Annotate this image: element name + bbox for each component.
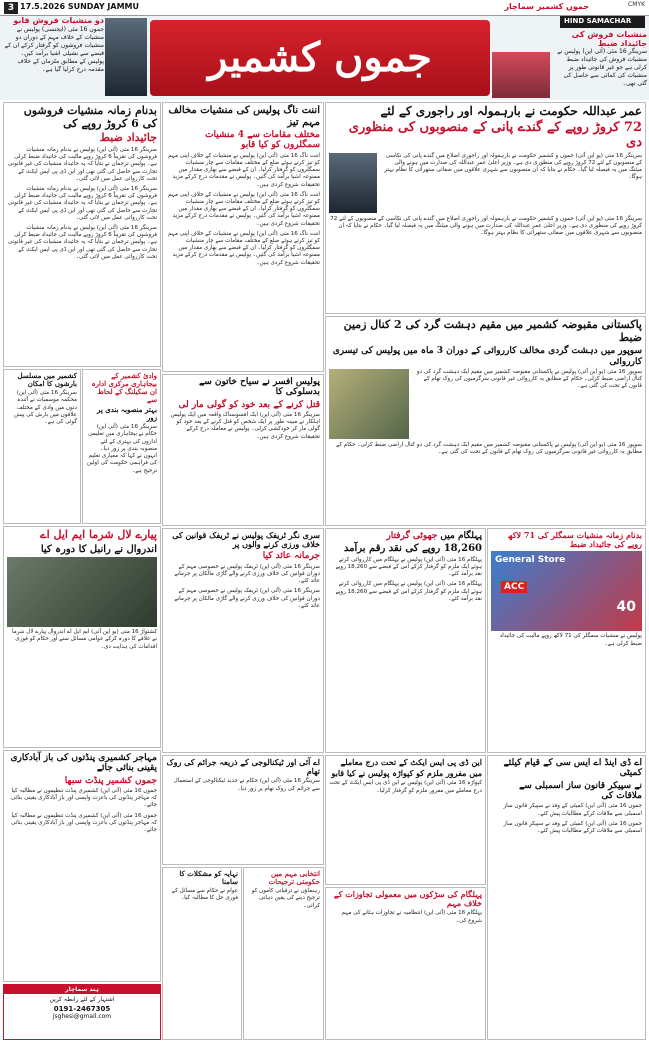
story-mla (3, 526, 161, 748)
story-body: پہلگام 16 مئی (آئی این) انتظامیہ نے تجاوزات ہٹانے کی مہم شروع کی۔ (341, 910, 482, 924)
advertisement (3, 984, 161, 1040)
story-omar-govt (325, 102, 646, 314)
woman-photo (492, 52, 550, 98)
omar-photo (329, 153, 377, 213)
story-encroachment (325, 887, 486, 1040)
story-difficulties (162, 867, 242, 1040)
story-subheadline: جرمانہ عائد کیا (262, 551, 320, 562)
story-headline: پاکستانی مقبوضہ کشمیر میں مقیم دہشت گرد کی 2 کنال زمین ضبط (343, 318, 642, 344)
story-headline: کشمیر میں مسلسل بارشوں کا امکان (17, 371, 77, 389)
store-number: 40 (616, 599, 636, 616)
story-headline: اے ڈی اینڈ اے ایس سی کے قیام کیلئے کمیٹی (503, 758, 642, 779)
story-ndps (325, 755, 486, 885)
story-headline: پہلگام میں (440, 531, 482, 541)
brand-tag: HIND SAMACHAR (560, 16, 645, 28)
story-anantnag (162, 102, 324, 372)
story-body-cont: سرینگر 16 مئی (آئی این) پولیس نے بدنام زمانہ منشیات فروشوں کی تقریباً 6 کروڑ روپے مالیت کی جائیداد ضبط کرلی ہے۔ پولیس ترجمان نے بتایا کہ یہ جائیداد منشیات کی غیر قانونی تجارت سے حاصل کی گئی تھی اور این ڈی پی ایس ایکٹ کے تحت کارروائی عمل میں لائی گئی۔ (7, 185, 157, 221)
person-photo (105, 18, 147, 96)
story-headline: نہایہ کو مشکلات کا سامنا (179, 869, 238, 887)
masthead-right-text: سرینگر 16 مئی (آئی این) پولیس نے منشیات فروش کی جائیداد ضبط کرلی ہے جو غیر قانونی طور پر منشیات کی کمائی سے حاصل کی گئی تھی۔ (557, 48, 647, 87)
story-headline: اننت ناگ پولیس کی منشیات مخالف مہم تیز (168, 105, 320, 128)
story-subheadline: بہتر منصوبہ بندی پر زور (97, 405, 157, 423)
story-weather (3, 369, 81, 524)
story-subheadline: میں مفرور ملزم کو کپواڑہ پولیس نے کیا قابو (331, 768, 482, 779)
story-headline: بدنام زمانہ منشیات سمگلر کی 71 لاکھ روپے کی جائیداد ضبط (507, 530, 642, 550)
story-subheadline: مختلف مقامات سے 4 منشیات سمگلروں کو کیا قابو (205, 130, 320, 151)
story-body: سرینگر 16 مئی (آئی این) حکام نے بیجاہاری میں تعلیمی اداروں کی بہتری کے لئے منصوبہ بندی پر زور دیا۔ انہوں نے کہا کہ معیاری تعلیم کی فراہمی حکومت کی اولین ترجیح ہے۔ (86, 424, 157, 474)
story-headline: بدنام زمانہ منشیات فروشوں کی 6 کروڑ روپے کی (23, 104, 157, 130)
story-body: سرینگر 16 مئی (آئی این) ٹریفک پولیس نے خصوصی مہم کے دوران قوانین کی خلاف ورزی کرنے والے گاڑی مالکان پر جرمانے عائد کئے۔ (174, 563, 320, 585)
story-campaign (243, 867, 324, 1040)
story-pahalgam (325, 528, 486, 753)
masthead-title: جموں کشمیر (150, 20, 490, 96)
story-body: سرینگر 16 مئی (آئی این) پولیس نے بدنام زمانہ منشیات فروشوں کی تقریباً 6 کروڑ روپے مالیت کی جائیداد ضبط کرلی ہے۔ پولیس ترجمان نے بتایا کہ یہ جائیداد منشیات کی غیر قانونی تجارت سے حاصل کی گئی تھی اور این ڈی پی ایس ایکٹ کے تحت کارروائی عمل میں لائی گئی۔ (7, 146, 157, 182)
mla-photo (7, 557, 157, 627)
story-subheadline: سوپور میں دہشت گردی مخالف کارروائی کے دوران 3 ماہ میں پولیس کی تیسری کارروائی (332, 346, 642, 367)
story-body: پولیس نے منشیات سمگلر کی 71 لاکھ روپے مالیت کی جائیداد ضبط کرلی ہے۔ (499, 633, 642, 647)
story-headline: پہلگام کی سڑکوں میں معمولی تجاوزات کے خلاف مہم (333, 889, 482, 909)
story-valley (82, 369, 161, 524)
story-headline: اے آئی اور ٹیکنالوجی کے ذریعہ جرائم کی روک تھام (166, 757, 320, 777)
story-body: سرینگر 16 مئی (آئی این) محکمہ موسمیات نے آئندہ دنوں میں وادی کے مختلف علاقوں میں بارش کی پیش گوئی کی ہے۔ (14, 390, 77, 425)
story-body: اننت ناگ 16 مئی (آئی این) پولیس نے منشیات کے خلاف اپنی مہم کو تیز کرتے ہوئے ضلع کے مختلف مقامات سے چار منشیات سمگلروں کو گرفتار کرلیا۔ ان کے قبضے سے بھاری مقدار میں ممنوعہ اشیا برآمد کی گئیں۔ پولیس نے مقدمات درج کرکے مزید تحقیقات شروع کردی ہیں۔ (167, 152, 320, 188)
story-body-cont: جموں 16 مئی (آئی این) کشمیری پنڈت تنظیموں نے مطالبہ کیا کہ مہاجر پنڈتوں کی باعزت واپسی اور باز آبادکاری یقینی بنائی جائے۔ (11, 812, 157, 834)
ad-line: اشتہار کے لئے رابطہ کریں (49, 996, 115, 1003)
story-traffic (162, 528, 324, 753)
story-headline: مہاجر کشمیری پنڈتوں کی باز آبادکاری یقینی بنائی جائے (10, 753, 157, 774)
story-6-crore (3, 102, 161, 367)
brand-right: جموں کشمیر سماچار (504, 2, 589, 11)
masthead-left-story (4, 17, 104, 99)
story-body: سرینگر 16 مئی (یو این آئی) جموں و کشمیر حکومت نے بارہمولہ اور راجوری اضلاع میں گندے پانی کی نکاسی کے منصوبوں کے لئے 72 کروڑ روپے کی منظوری دی ہے۔ وزیر اعلیٰ عمر عبداللہ کی صدارت میں ہونے والی میٹنگ میں یہ فیصلہ لیا گیا۔ حکام نے بتایا کہ ان منصوبوں سے شہری علاقوں میں صفائی ستھرائی کا نظام بہتر ہوگا۔ (384, 152, 642, 181)
store-sign: General Store (495, 555, 566, 566)
store-photo (491, 551, 642, 631)
ad-title: ہند سماچار (4, 985, 160, 994)
story-pandits (3, 750, 161, 982)
story-body: عوام نے حکام سے مسائل کے فوری حل کا مطالبہ کیا۔ (171, 888, 238, 902)
story-headline: پولیس افسر نے سیاح خاتون سے بدسلوکی کا (198, 377, 320, 398)
story-subheadline: 18,260 روپے کی نقد رقم برآمد (343, 543, 482, 555)
story-body-cont2: سرینگر 16 مئی (آئی این) پولیس نے بدنام زمانہ منشیات فروشوں کی تقریباً 6 کروڑ روپے مالیت کی جائیداد ضبط کرلی ہے۔ پولیس ترجمان نے بتایا کہ یہ جائیداد منشیات کی غیر قانونی تجارت سے حاصل کی گئی تھی اور این ڈی پی ایس ایکٹ کے تحت کارروائی عمل میں لائی گئی۔ (7, 224, 157, 260)
story-headline: سری نگر ٹریفک پولیس نے ٹریفک قوانین کی خلاف ورزی کرنے والوں پر (172, 530, 320, 550)
story-headline: عمر عبداللہ حکومت نے بارہمولہ اور راجوری کے لئے (380, 104, 642, 118)
ad-phone: 0191-2467305 (53, 1005, 111, 1013)
story-subheadline: جموں کشمیر پنڈت سبھا (64, 775, 157, 786)
story-headline: پیارے لال شرما ایم ایل اے (40, 528, 157, 541)
story-body-cont: پہلگام 16 مئی (آئی این) پولیس نے پہلگام میں کارروائی کرتے ہوئے ایک ملزم کو گرفتار کرکے اس کے قبضے سے 18,260 روپے نقد برآمد کئے۔ (335, 581, 482, 602)
story-headline: این ڈی پی ایس ایکٹ کے تحت درج معاملے (340, 757, 482, 767)
store-brand: ACC (501, 581, 527, 593)
vehicle-photo (329, 369, 409, 439)
page-number: 3 (4, 2, 18, 14)
masthead-right-headline: منشیات فروش کی جائیداد ضبط (571, 30, 647, 48)
story-body: سرینگر 16 مئی (آئی این) ایک افسوسناک واقعہ میں ایک پولیس اہلکار نے مبینہ طور پر ایک شخص کو قتل کرنے کے بعد خود کو گولی مار کر خودکشی کرلی۔ پولیس نے معاملہ درج کرکے تحقیقات شروع کردی ہیں۔ (170, 412, 320, 440)
story-body-cont: اننت ناگ 16 مئی (آئی این) پولیس نے منشیات کے خلاف اپنی مہم کو تیز کرتے ہوئے ضلع کے مختلف مقامات سے چار منشیات سمگلروں کو گرفتار کرلیا۔ ان کے قبضے سے بھاری مقدار میں ممنوعہ اشیا برآمد کی گئیں۔ پولیس نے مقدمات درج کرکے مزید تحقیقات شروع کردی ہیں۔ (167, 191, 320, 227)
story-subheadline: جائیداد ضبط (99, 131, 157, 145)
story-headline-red: جھوٹی گرفتار (386, 531, 438, 541)
story-body-cont: سوپور 16 مئی (یو این آئی) پولیس نے پاکستانی مقبوضہ کشمیر میں مقیم ایک دہشت گرد کی دو کنال اراضی ضبط کرلی۔ حکام کے مطابق یہ کارروائی غیر قانونی سرگرمیوں کی روک تھام کے قانون کے تحت کی گئی ہے۔ (336, 441, 642, 456)
story-body-cont: جموں 16 مئی (آئی این) کمیٹی کے وفد نے سپیکر قانون ساز اسمبلی سے ملاقات کرکے مطالبات پیش کئے۔ (503, 820, 642, 834)
story-body-cont: سرینگر 16 مئی (آئی این) ٹریفک پولیس نے خصوصی مہم کے دوران قوانین کی خلاف ورزی کرنے والے گاڑی مالکان پر جرمانے عائد کئے۔ (174, 588, 320, 609)
date-line: 17.5.2026 SUNDAY JAMMU (20, 2, 140, 11)
story-subheadline: نے سپیکر قانون ساز اسمبلی سے ملاقات کی (518, 780, 642, 802)
story-pok-land (325, 316, 646, 526)
story-police-officer (162, 374, 324, 526)
story-body: سوپور 16 مئی (یو این آئی) پولیس نے پاکستانی مقبوضہ کشمیر میں مقیم ایک دہشت گرد کی دو کنال اراضی ضبط کرلی۔ حکام کے مطابق یہ کارروائی غیر قانونی سرگرمیوں کی روک تھام کے قانون کے تحت کی گئی ہے۔ (416, 368, 642, 390)
masthead-right-story (552, 30, 647, 112)
ad-email: jsghesi@gmail.com (52, 1013, 112, 1020)
masthead-left-text: جموں 16 مئی (ایجنسی) پولیس نے منشیات کے خلاف مہم کے دوران دو منشیات فروشوں کو گرفتار کرکے ان کے قبضے سے نشیلی اشیا برآمد کیں۔ پولیس کے مطابق ملزمان کے خلاف مقدمہ درج کرلیا گیا ہے۔ (4, 26, 104, 73)
cmyk-mark: CMYK (628, 1, 645, 8)
story-body-cont2: اننت ناگ 16 مئی (آئی این) پولیس نے منشیات کے خلاف اپنی مہم کو تیز کرتے ہوئے ضلع کے مختلف مقامات سے چار منشیات سمگلروں کو گرفتار کرلیا۔ ان کے قبضے سے بھاری مقدار میں ممنوعہ اشیا برآمد کی گئیں۔ پولیس نے مقدمات درج کرکے مزید تحقیقات شروع کردی ہیں۔ (167, 230, 320, 266)
story-body: رہنماؤں نے ترقیاتی کاموں کو ترجیح دینے کی یقین دہانی کرائی۔ (251, 888, 320, 909)
story-body: سرینگر 16 مئی (آئی این) حکام نے جدید ٹیکنالوجی کے استعمال سے جرائم کی روک تھام پر زور دیا۔ (173, 778, 320, 792)
story-committee (487, 755, 646, 1040)
story-body: کشتواڑ 16 مئی (یو این آئی) ایم ایل اے اندروال پیارے لال شرما نے علاقے کا دورہ کرکے عوامی مسائل سنے اور حکام کو فوری اقدامات کی ہدایت دی۔ (12, 629, 157, 650)
story-subheadline: قتل کرنے کے بعد خود کو گولی مار لی (178, 399, 320, 410)
story-body: جموں 16 مئی (آئی این) کمیٹی کے وفد نے سپیکر قانون ساز اسمبلی سے ملاقات کرکے مطالبات پیش کئے۔ (503, 803, 642, 817)
story-ai (162, 755, 324, 865)
masthead-left-headline: دو منشیات فروش قابو (13, 17, 104, 25)
story-headline: انتخابی مہم میں حکومتی ترجیحات (268, 869, 320, 887)
story-subheadline: 72 کروڑ روپے کے گندے پانی کے منصوبوں کی منظوری دی (348, 119, 642, 150)
story-subheadline: اندروال نے رانبل کا دورہ کیا (40, 543, 157, 555)
story-body: جموں 16 مئی (آئی این) کشمیری پنڈت تنظیموں نے مطالبہ کیا کہ مہاجر پنڈتوں کی باعزت واپسی اور باز آبادکاری یقینی بنائی جائے۔ (11, 788, 157, 809)
story-71-lakh (487, 528, 646, 753)
story-body-cont: سرینگر 16 مئی (یو این آئی) جموں و کشمیر حکومت نے بارہمولہ اور راجوری اضلاع میں گندے پانی کی نکاسی کے منصوبوں کے لئے 72 کروڑ روپے کی منظوری دی ہے۔ وزیر اعلیٰ عمر عبداللہ کی صدارت میں ہونے والی میٹنگ میں یہ فیصلہ لیا گیا۔ حکام نے بتایا کہ ان منصوبوں سے شہری علاقوں میں صفائی ستھرائی کا نظام بہتر ہوگا۔ (330, 215, 642, 237)
story-body: کپواڑہ 16 مئی (آئی این) پولیس نے این ڈی پی ایس ایکٹ کے تحت درج معاملے میں مفرور ملزم کو گرفتار کرلیا۔ (329, 780, 482, 794)
story-headline: وادیٔ کشمیر کے بیجاہاری مرکزی ادارہ ان سکیلنگ کے لحاظ سے (91, 371, 157, 405)
story-body: پہلگام 16 مئی (آئی این) پولیس نے پہلگام میں کارروائی کرتے ہوئے ایک ملزم کو گرفتار کرکے اس کے قبضے سے 18,260 روپے نقد برآمد کئے۔ (335, 556, 482, 578)
